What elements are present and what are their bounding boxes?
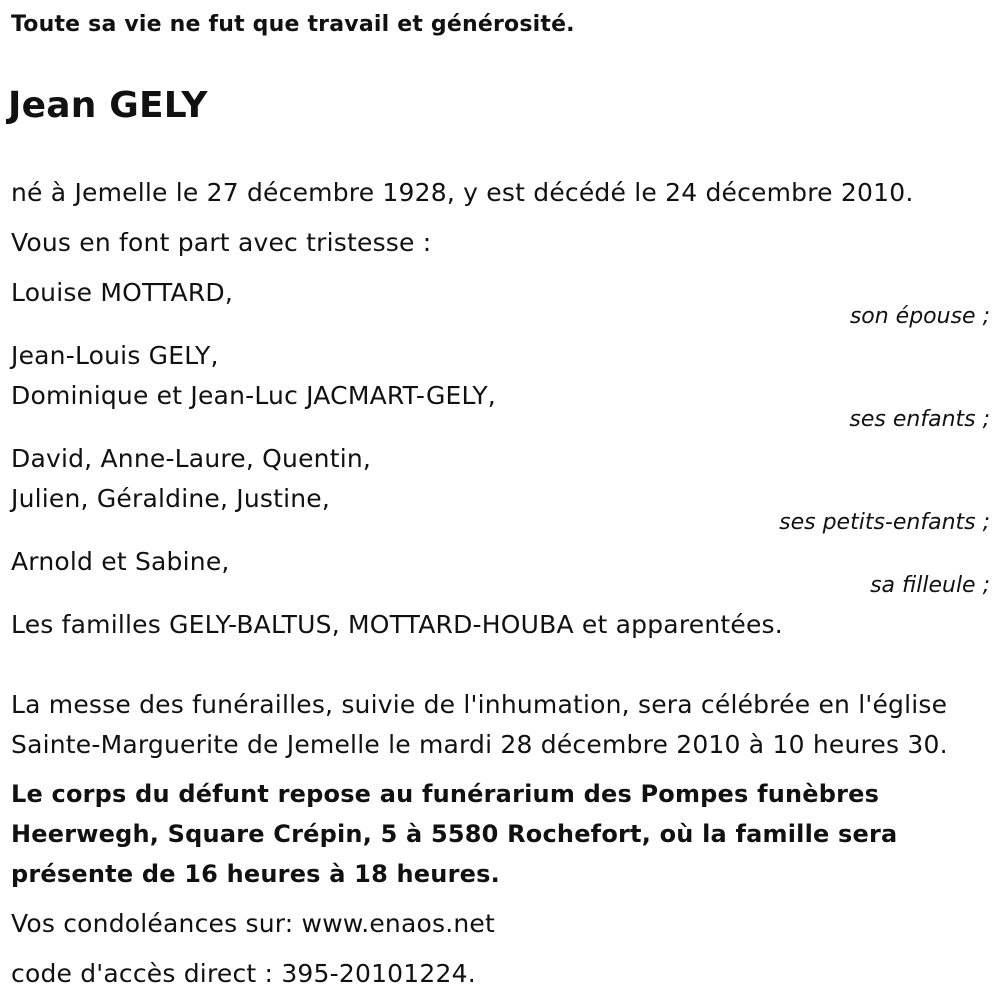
funeral-home-line: Le corps du défunt repose au funérarium des Pompes funèbres	[11, 780, 880, 808]
funeral-home-line: présente de 16 heures à 18 heures.	[11, 860, 500, 888]
motto: Toute sa vie ne fut que travail et générosité.	[11, 12, 575, 37]
family-member-line: Arnold et Sabine,	[11, 547, 230, 576]
families-line: Les familles GELY-BALTUS, MOTTARD-HOUBA et apparentées.	[11, 610, 783, 639]
family-member-line: Julien, Géraldine, Justine,	[11, 484, 331, 513]
deceased-name: Jean GELY	[8, 85, 208, 126]
family-member-line: Louise MOTTARD,	[11, 278, 234, 307]
family-member-line: Dominique et Jean-Luc JACMART-GELY,	[11, 381, 496, 410]
family-role: sa filleule ;	[870, 573, 990, 598]
funeral-mass-line: Sainte-Marguerite de Jemelle le mardi 28 décembre 2010 à 10 heures 30.	[11, 730, 948, 759]
family-role: ses enfants ;	[849, 407, 990, 432]
condolences-line: Vos condoléances sur: www.enaos.net	[11, 909, 495, 938]
family-role: son épouse ;	[849, 304, 990, 329]
birth-death-line: né à Jemelle le 27 décembre 1928, y est décédé le 24 décembre 2010.	[11, 178, 914, 207]
family-member-line: David, Anne-Laure, Quentin,	[11, 444, 372, 473]
family-member-line: Jean-Louis GELY,	[11, 341, 219, 370]
funeral-mass-line: La messe des funérailles, suivie de l'inhumation, sera célébrée en l'église	[11, 690, 948, 719]
announcement-line: Vous en font part avec tristesse :	[11, 228, 432, 257]
funeral-home-line: Heerwegh, Square Crépin, 5 à 5580 Rochefort, où la famille sera	[11, 820, 898, 848]
family-role: ses petits-enfants ;	[779, 510, 990, 535]
access-code-line: code d'accès direct : 395-20101224.	[11, 959, 476, 988]
